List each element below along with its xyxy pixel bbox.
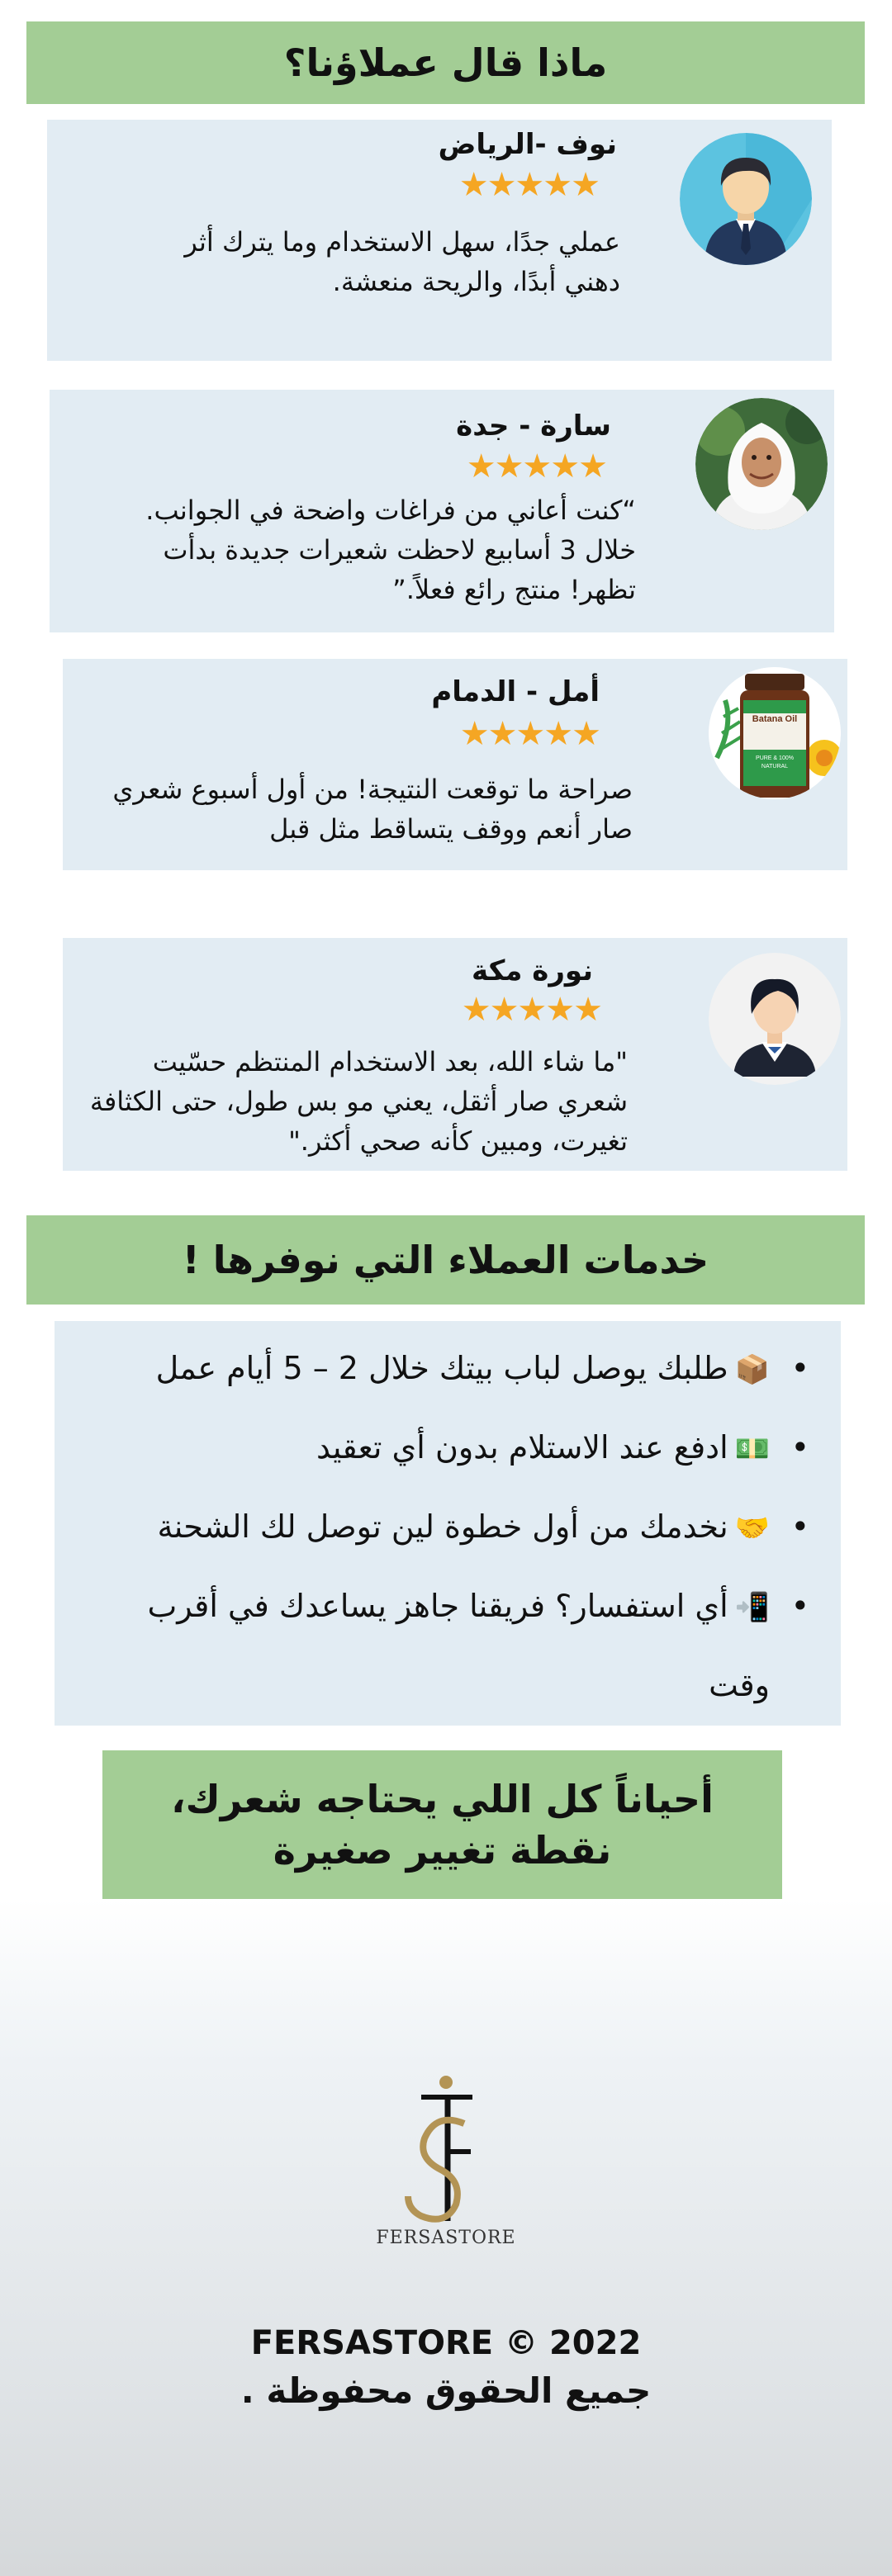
product-label: Batana Oil bbox=[752, 714, 798, 724]
review-card-2 bbox=[50, 390, 834, 632]
reviewer-name: سارة - جدة bbox=[456, 410, 611, 443]
product-tagline: 100% PURE & NATURAL bbox=[756, 755, 794, 769]
avatar-woman-uniform-icon bbox=[709, 953, 841, 1085]
services-title-banner bbox=[26, 1215, 865, 1305]
rating-stars: ★★★★★ bbox=[459, 715, 600, 753]
review-text: صراحة ما توقعت النتيجة! من أول أسبوع شعري صار أنعم ووقف يتساقط مثل قبل bbox=[112, 774, 633, 845]
tagline-banner bbox=[102, 1750, 782, 1899]
review-card-4 bbox=[63, 938, 847, 1171]
rating-stars: ★★★★★ bbox=[466, 447, 606, 485]
services-list bbox=[83, 1329, 818, 1724]
review-card-3 bbox=[63, 659, 847, 870]
avatar-man-icon bbox=[680, 133, 812, 265]
footer-rights: جميع الحقوق محفوظة . bbox=[240, 2370, 652, 2411]
footer-copyright: FERSASTORE © 2022 bbox=[250, 2324, 642, 2362]
review-text: عملي جدًا، سهل الاستخدام وما يترك أثر دهني أبدًا، والريحة منعشة. bbox=[184, 226, 620, 297]
tagline-text: أحياناً كل اللي يحتاجه شعرك، نقطة تغيير صغيرة bbox=[171, 1777, 714, 1873]
reviewer-name: نورة مكة bbox=[471, 954, 593, 987]
review-card-1 bbox=[47, 120, 832, 361]
footer bbox=[0, 2320, 892, 2416]
reviewer-name: نوف -الرياض bbox=[438, 128, 617, 161]
rating-stars: ★★★★★ bbox=[461, 991, 601, 1029]
logo-brand-text: FERSASTORE bbox=[376, 2228, 516, 2248]
avatar-woman-hijab-icon bbox=[695, 398, 828, 530]
phone-icon: 📲 bbox=[734, 1591, 770, 1624]
service-item-support: • 🤝نخدمك من أول خطوة لين توصل لك الشحنة bbox=[83, 1488, 818, 1567]
testimonials-title: ماذا قال عملاؤنا؟ bbox=[283, 40, 608, 85]
service-item-cod: • 💵ادفع عند الاستلام بدون أي تعقيد bbox=[83, 1409, 818, 1488]
review-text: “كنت أعاني من فراغات واضحة في الجوانب. خلال 3 أسابيع لاحظت شعيرات جديدة بدأت تظهر! منتج رائع فعلاً.” bbox=[145, 495, 636, 605]
handshake-icon: 🤝 bbox=[734, 1512, 770, 1545]
service-item-inquiry: • 📲أي استفسار؟ فريقنا جاهز يساعدك في أقرب وقت bbox=[83, 1567, 818, 1724]
services-title: خدمات العملاء التي نوفرها ! bbox=[182, 1238, 709, 1282]
logo-monogram-icon bbox=[339, 2072, 553, 2229]
money-icon: 💵 bbox=[734, 1432, 770, 1466]
package-icon: 📦 bbox=[734, 1353, 770, 1386]
reviewer-name: أمل - الدمام bbox=[431, 675, 600, 708]
service-item-delivery: • 📦طلبك يوصل لباب بيتك خلال 2 – 5 أيام عمل bbox=[83, 1329, 818, 1409]
store-logo bbox=[339, 2072, 553, 2254]
product-bottle-icon bbox=[709, 667, 841, 799]
testimonials-title-banner bbox=[26, 21, 865, 104]
rating-stars: ★★★★★ bbox=[458, 166, 599, 204]
review-text: "ما شاء الله، بعد الاستخدام المنتظم حسّيت شعري صار أثقل، يعني مو بس طول، حتى الكثافة تغيرت، ومبين كأنه صحي أكثر." bbox=[89, 1046, 628, 1157]
services-card bbox=[55, 1321, 841, 1726]
